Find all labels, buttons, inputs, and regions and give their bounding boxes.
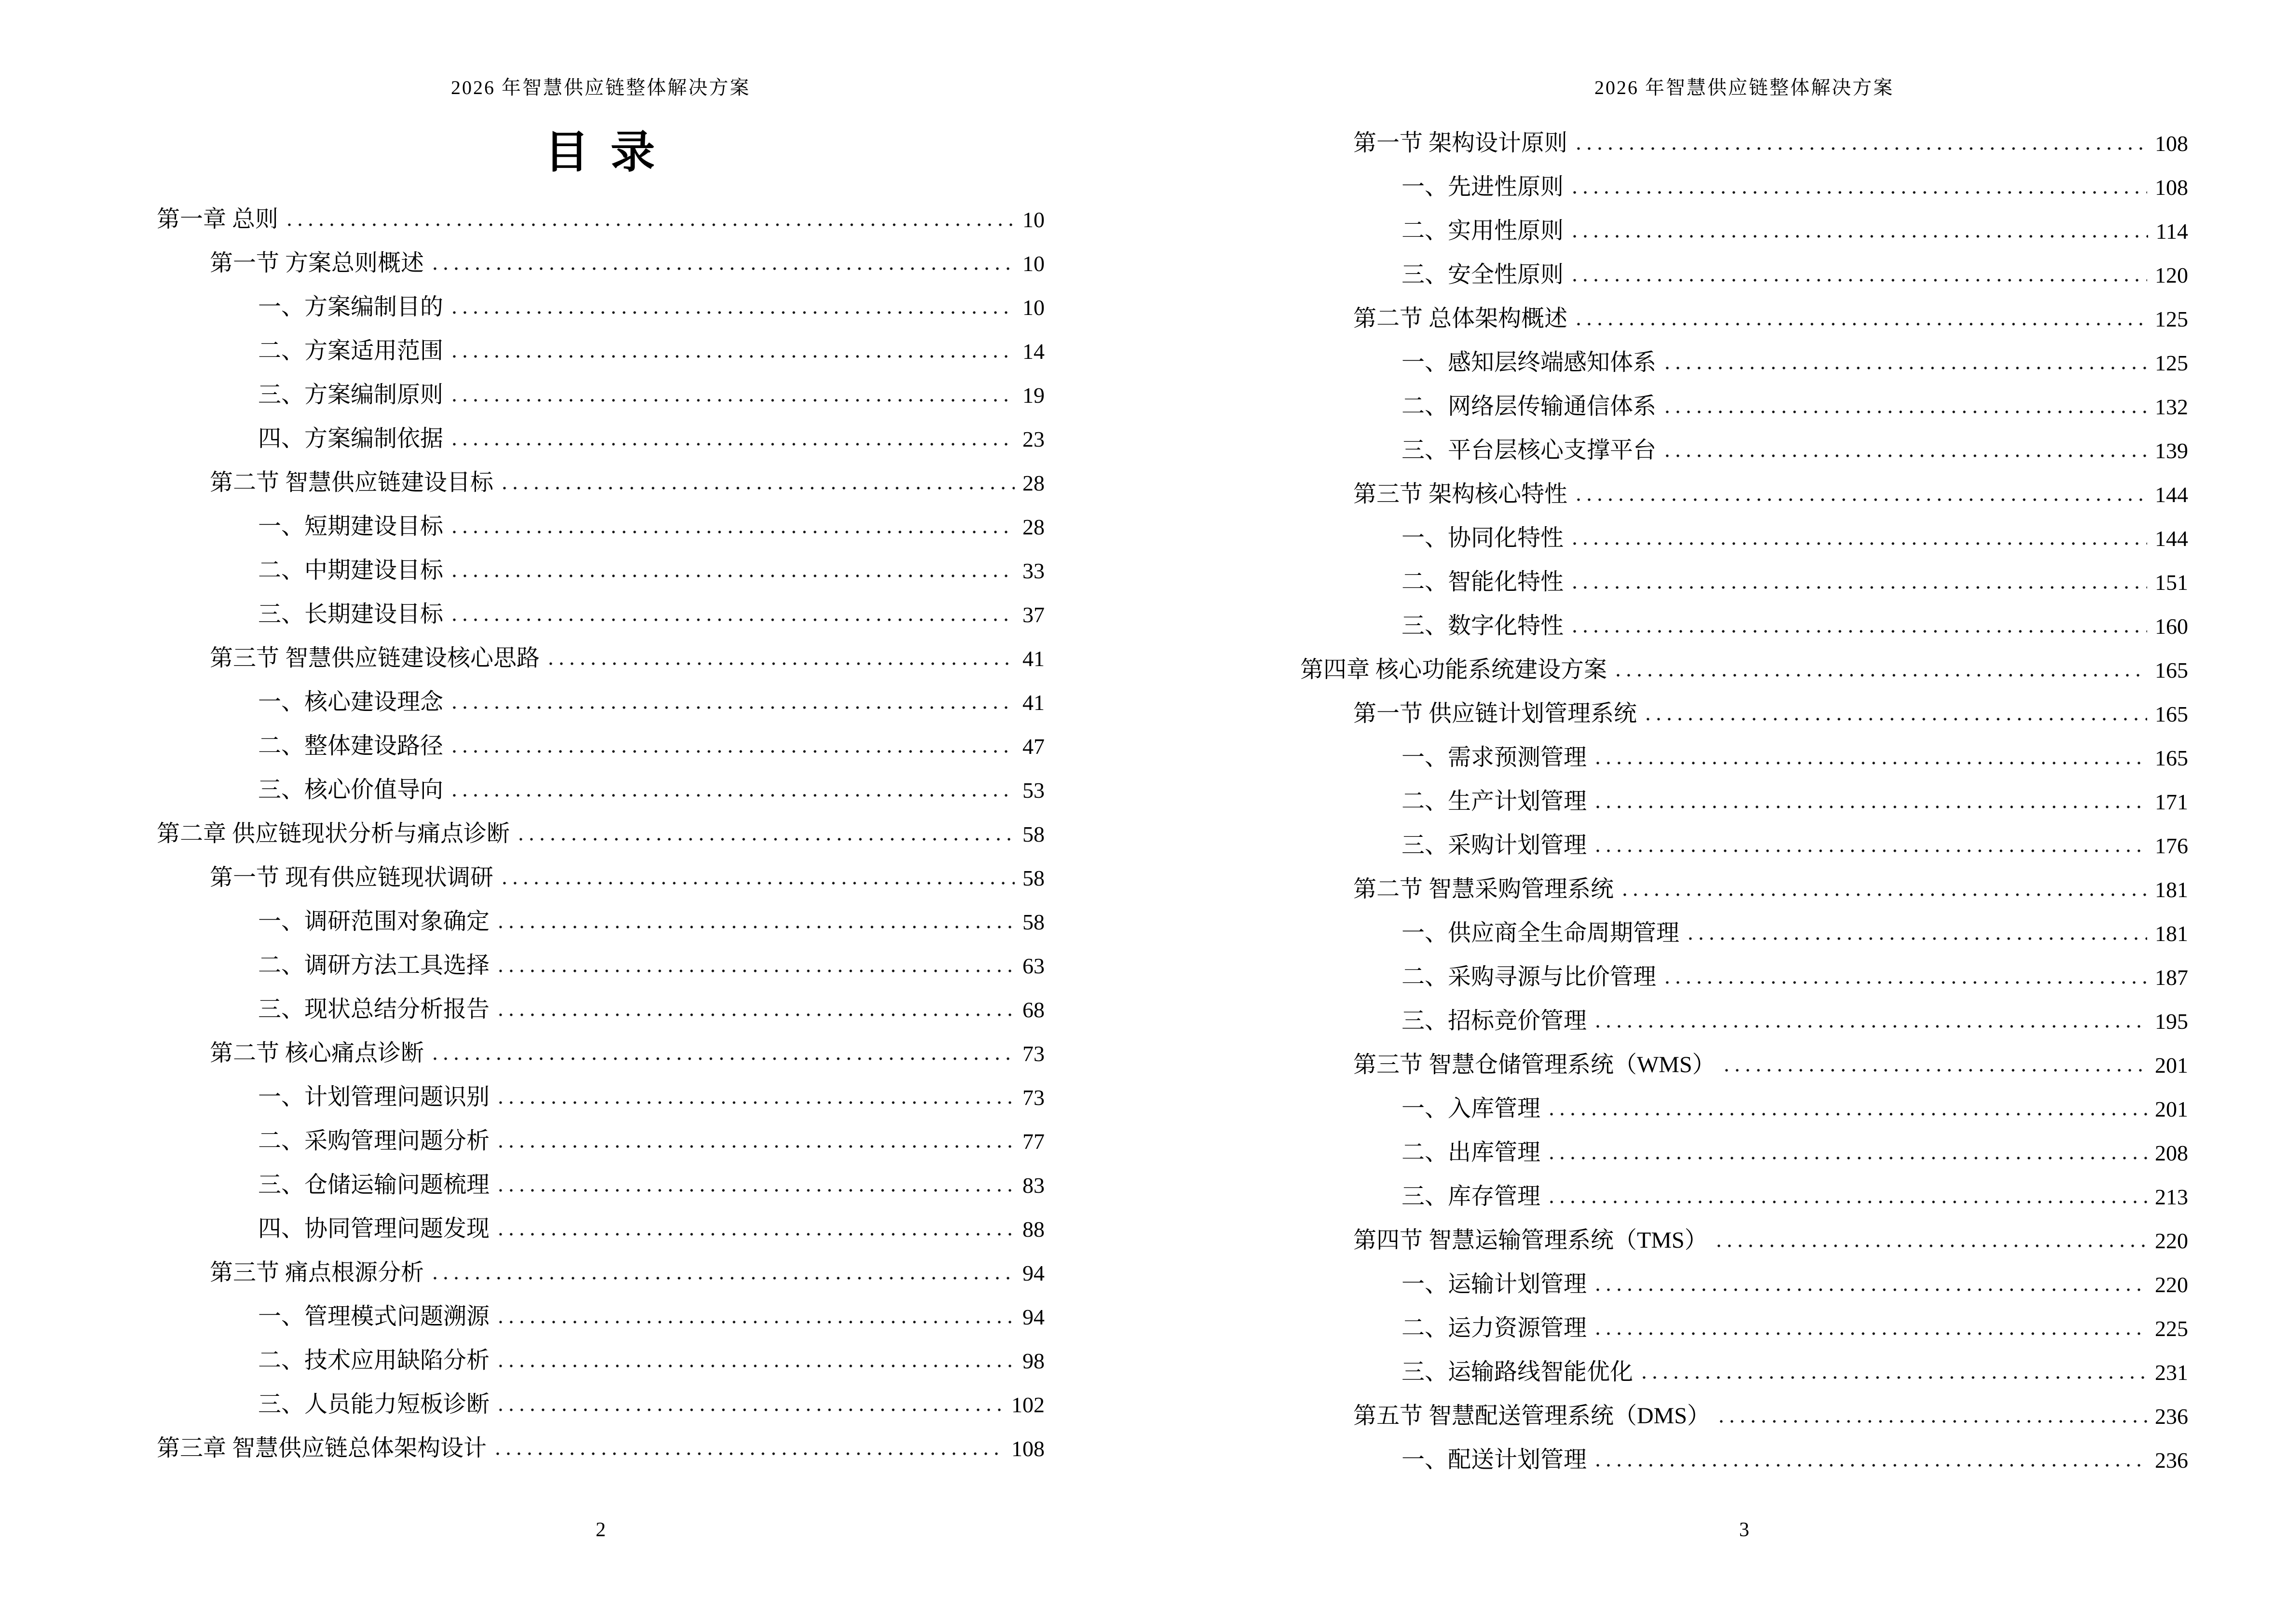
toc-entry[interactable]: [157, 1417, 1045, 1461]
toc-entry-pagenum: 181: [2155, 877, 2188, 902]
toc-entry[interactable]: [157, 276, 1045, 320]
toc-entry[interactable]: [157, 1373, 1045, 1417]
dot-leader: [430, 1275, 1015, 1281]
dot-leader: [1546, 1111, 2147, 1117]
dot-leader: [1685, 936, 2147, 942]
toc-entry-label: 第三节 架构核心特性: [1353, 481, 1568, 507]
toc-entry[interactable]: [157, 846, 1045, 890]
toc-entry-label: 一、入库管理: [1402, 1096, 1541, 1122]
toc-entry[interactable]: [1300, 287, 2188, 331]
dot-leader: [449, 397, 1015, 403]
toc-entry[interactable]: [1300, 946, 2188, 990]
toc-entry-pagenum: 236: [2155, 1448, 2188, 1473]
toc-entry-pagenum: 37: [1022, 602, 1045, 628]
dot-leader: [430, 266, 1015, 272]
toc-entry[interactable]: [157, 715, 1045, 759]
toc-entry-label: 第四章 核心功能系统建设方案: [1300, 657, 1607, 683]
toc-entry[interactable]: [1300, 639, 2188, 682]
dot-leader: [1721, 1067, 2147, 1073]
toc-entry-label: 二、技术应用缺陷分析: [258, 1348, 490, 1374]
toc-entry[interactable]: [157, 671, 1045, 715]
toc-entry[interactable]: [1300, 463, 2188, 507]
toc-entry[interactable]: [1300, 1209, 2188, 1253]
toc-entry-pagenum: 63: [1022, 954, 1045, 979]
toc-entry-label: 二、方案适用范围: [258, 338, 444, 364]
toc-entry-label: 第二节 核心痛点诊断: [210, 1040, 424, 1066]
toc-entry[interactable]: [1300, 770, 2188, 814]
toc-entry-pagenum: 58: [1022, 866, 1045, 891]
toc-entry-pagenum: 236: [2155, 1404, 2188, 1429]
toc-entry-label: 一、感知层终端感知体系: [1402, 350, 1657, 376]
toc-entry[interactable]: [157, 1066, 1045, 1110]
toc-entry[interactable]: [1300, 156, 2188, 200]
dot-leader: [1573, 321, 2147, 327]
toc-entry[interactable]: [157, 451, 1045, 495]
toc-entry[interactable]: [1300, 507, 2188, 551]
dot-leader: [1546, 1155, 2147, 1161]
toc-entry-label: 第二章 供应链现状分析与痛点诊断: [157, 821, 510, 847]
toc-entry-pagenum: 94: [1022, 1305, 1045, 1330]
dot-leader: [492, 1451, 1004, 1457]
dot-leader: [495, 1100, 1015, 1105]
toc-entry[interactable]: [1300, 1429, 2188, 1473]
toc-entry[interactable]: [157, 978, 1045, 1022]
toc-entry-label: 三、长期建设目标: [258, 601, 444, 628]
toc-entry-pagenum: 181: [2155, 921, 2188, 946]
dot-leader: [1569, 585, 2147, 590]
toc-entry-pagenum: 171: [2155, 790, 2188, 815]
toc-entry-label: 第三节 智慧供应链建设核心思路: [210, 645, 540, 671]
dot-leader: [495, 1144, 1015, 1149]
toc-entry-label: 三、安全性原则: [1402, 262, 1564, 288]
dot-leader: [499, 485, 1015, 491]
toc-entry-pagenum: 10: [1022, 207, 1045, 232]
toc-entry[interactable]: [1300, 1165, 2188, 1209]
toc-entry-pagenum: 53: [1022, 778, 1045, 803]
toc-entry-pagenum: 144: [2155, 526, 2188, 551]
toc-entry-pagenum: 125: [2155, 307, 2188, 332]
toc-entry-label: 四、方案编制依据: [258, 426, 444, 452]
dot-leader: [1569, 233, 2148, 239]
toc-entry-pagenum: 151: [2155, 570, 2188, 595]
dot-leader: [1569, 277, 2147, 283]
dot-leader: [1569, 190, 2147, 195]
toc-entry-pagenum: 125: [2155, 351, 2188, 376]
toc-entry[interactable]: [157, 188, 1045, 232]
toc-entry[interactable]: [1300, 551, 2188, 595]
toc-entry-pagenum: 73: [1022, 1041, 1045, 1066]
toc-entry-label: 二、网络层传输通信体系: [1402, 394, 1657, 420]
page-number-footer: 3: [1739, 1519, 1749, 1541]
toc-entry[interactable]: [1300, 112, 2188, 156]
toc-entry[interactable]: [157, 1198, 1045, 1242]
toc-entry[interactable]: [1300, 419, 2188, 463]
toc-entry-label: 三、平台层核心支撑平台: [1402, 437, 1657, 464]
toc-entry-label: 三、数字化特性: [1402, 613, 1564, 639]
toc-entry-pagenum: 28: [1022, 471, 1045, 496]
toc-entry-label: 二、采购寻源与比价管理: [1402, 964, 1657, 990]
toc-entry-label: 三、招标竞价管理: [1402, 1008, 1587, 1034]
dot-leader: [1593, 804, 2147, 810]
toc-entry-label: 二、调研方法工具选择: [258, 953, 490, 979]
toc-entry-label: 一、先进性原则: [1402, 174, 1564, 200]
toc-entry-label: 一、协同化特性: [1402, 525, 1564, 551]
toc-entry-pagenum: 14: [1022, 339, 1045, 364]
toc-entry-pagenum: 10: [1022, 295, 1045, 320]
toc-entry-label: 一、管理模式问题溯源: [258, 1304, 490, 1330]
toc-entry-pagenum: 47: [1022, 734, 1045, 759]
toc-entry[interactable]: [1300, 244, 2188, 287]
dot-leader: [1593, 1331, 2147, 1337]
toc-entry-pagenum: 139: [2155, 438, 2188, 464]
toc-entry-label: 二、生产计划管理: [1402, 789, 1587, 815]
toc-entry[interactable]: [1300, 814, 2188, 858]
dot-leader: [495, 1407, 1004, 1413]
dot-leader: [1573, 146, 2147, 151]
dot-leader: [449, 749, 1015, 754]
toc-entry-pagenum: 165: [2155, 658, 2188, 683]
toc-entry[interactable]: [157, 627, 1045, 671]
toc-entry-pagenum: 213: [2155, 1185, 2188, 1210]
toc-entry-label: 二、中期建设目标: [258, 558, 444, 584]
page-header: 2026 年智慧供应链整体解决方案: [1594, 77, 1894, 98]
toc-entry-pagenum: 176: [2155, 833, 2188, 859]
toc-entry-label: 三、采购计划管理: [1402, 832, 1587, 859]
toc-entry-pagenum: 19: [1022, 383, 1045, 408]
toc-entry-label: 二、整体建设路径: [258, 733, 444, 759]
toc-entry-pagenum: 108: [2155, 175, 2188, 200]
toc-entry[interactable]: [1300, 200, 2188, 244]
toc-entry-pagenum: 58: [1022, 910, 1045, 935]
toc-entry[interactable]: [157, 408, 1045, 451]
toc-entry-pagenum: 102: [1011, 1392, 1045, 1418]
toc-entry-pagenum: 165: [2155, 702, 2188, 727]
toc-entry-label: 一、供应商全生命周期管理: [1402, 920, 1680, 946]
toc-entry-label: 第一章 总则: [157, 206, 279, 232]
dot-leader: [1546, 1199, 2147, 1205]
toc-entry[interactable]: [157, 934, 1045, 978]
toc-entry-label: 第四节 智慧运输管理系统（TMS）: [1353, 1228, 1708, 1254]
dot-leader: [449, 573, 1015, 579]
toc-entry-label: 第一节 架构设计原则: [1353, 130, 1568, 156]
dot-leader: [1593, 1024, 2147, 1029]
toc-entry[interactable]: [1300, 858, 2188, 902]
dot-leader: [449, 310, 1015, 315]
dot-leader: [1662, 365, 2147, 371]
toc-entry-label: 一、配送计划管理: [1402, 1447, 1587, 1473]
toc-entry-label: 二、采购管理问题分析: [258, 1128, 490, 1154]
toc-entry-label: 三、核心价值导向: [258, 777, 444, 803]
toc-entry-label: 一、计划管理问题识别: [258, 1084, 490, 1110]
toc-entry-pagenum: 28: [1022, 515, 1045, 540]
toc-entry[interactable]: [157, 495, 1045, 539]
toc-entry[interactable]: [157, 1285, 1045, 1329]
toc-entry[interactable]: [157, 759, 1045, 803]
toc-entry[interactable]: [157, 583, 1045, 627]
toc-entry-label: 二、出库管理: [1402, 1140, 1541, 1166]
toc-entry-pagenum: 108: [1011, 1436, 1045, 1461]
toc-entry-label: 三、运输路线智能优化: [1402, 1359, 1634, 1385]
dot-leader: [495, 1363, 1015, 1369]
toc-entry-label: 三、库存管理: [1402, 1184, 1541, 1210]
toc-entry-label: 第三章 智慧供应链总体架构设计: [157, 1435, 487, 1461]
toc-entry-label: 一、短期建设目标: [258, 514, 444, 540]
toc-entry-pagenum: 77: [1022, 1129, 1045, 1154]
toc-entry[interactable]: [1300, 1034, 2188, 1078]
dot-leader: [449, 441, 1015, 447]
toc-entry-label: 三、人员能力短板诊断: [258, 1392, 490, 1418]
toc-entry[interactable]: [157, 364, 1045, 408]
toc-entry[interactable]: [157, 320, 1045, 364]
dot-leader: [499, 880, 1015, 886]
toc-entry-pagenum: 201: [2155, 1053, 2188, 1078]
toc-entry[interactable]: [1300, 1385, 2188, 1429]
toc-entry-pagenum: 231: [2155, 1360, 2188, 1385]
toc-entry-label: 第二节 智慧采购管理系统: [1353, 876, 1614, 902]
dot-leader: [284, 222, 1015, 228]
toc-entry-pagenum: 98: [1022, 1349, 1045, 1374]
toc-entry-label: 二、智能化特性: [1402, 569, 1564, 595]
toc-entry[interactable]: [157, 232, 1045, 276]
page-header: 2026 年智慧供应链整体解决方案: [451, 77, 750, 98]
toc-entry-label: 第一节 方案总则概述: [210, 250, 424, 276]
dot-leader: [1593, 848, 2147, 854]
dot-leader: [449, 617, 1015, 623]
toc-entry[interactable]: [1300, 902, 2188, 946]
dot-leader: [1639, 1375, 2147, 1380]
dot-leader: [495, 1319, 1015, 1325]
toc-list-right: [1300, 112, 2188, 1473]
toc-entry-pagenum: 10: [1022, 251, 1045, 276]
toc-entry-pagenum: 225: [2155, 1316, 2188, 1341]
toc-entry-pagenum: 160: [2155, 614, 2188, 639]
toc-entry-label: 一、核心建设理念: [258, 689, 444, 715]
toc-entry-label: 一、方案编制目的: [258, 294, 444, 320]
toc-entry[interactable]: [157, 1022, 1045, 1066]
toc-entry-label: 第二节 总体架构概述: [1353, 306, 1568, 332]
dot-leader: [1662, 980, 2147, 985]
toc-entry[interactable]: [157, 803, 1045, 846]
toc-entry-pagenum: 114: [2155, 219, 2188, 244]
toc-entry[interactable]: [157, 539, 1045, 583]
toc-entry-pagenum: 165: [2155, 746, 2188, 771]
toc-entry-label: 第二节 智慧供应链建设目标: [210, 470, 494, 496]
toc-entry-pagenum: 41: [1022, 646, 1045, 671]
toc-entry-pagenum: 23: [1022, 427, 1045, 452]
toc-entry-label: 三、仓储运输问题梳理: [258, 1172, 490, 1198]
dot-leader: [495, 1012, 1015, 1018]
toc-entry-pagenum: 108: [2155, 131, 2188, 156]
dot-leader: [495, 968, 1015, 974]
toc-entry-pagenum: 220: [2155, 1228, 2188, 1254]
toc-entry-pagenum: 94: [1022, 1261, 1045, 1286]
toc-entry-pagenum: 132: [2155, 395, 2188, 420]
toc-entry-label: 一、需求预测管理: [1402, 745, 1587, 771]
toc-entry-label: 四、协同管理问题发现: [258, 1216, 490, 1242]
toc-entry[interactable]: [157, 1154, 1045, 1198]
toc-entry-pagenum: 88: [1022, 1217, 1045, 1242]
dot-leader: [516, 836, 1015, 842]
toc-entry-pagenum: 144: [2155, 482, 2188, 507]
toc-entry-pagenum: 73: [1022, 1085, 1045, 1110]
dot-leader: [449, 792, 1015, 798]
toc-entry[interactable]: [157, 1329, 1045, 1373]
dot-leader: [1569, 628, 2147, 634]
dot-leader: [1593, 760, 2147, 766]
toc-entry-pagenum: 41: [1022, 690, 1045, 715]
dot-leader: [1593, 1287, 2147, 1293]
toc-entry-label: 第一节 供应链计划管理系统: [1353, 701, 1637, 727]
dot-leader: [1643, 716, 2147, 722]
dot-leader: [495, 1231, 1015, 1237]
toc-entry-pagenum: 187: [2155, 965, 2188, 990]
toc-entry-label: 第一节 现有供应链现状调研: [210, 865, 494, 891]
dot-leader: [1573, 497, 2147, 503]
toc-entry-label: 第三节 痛点根源分析: [210, 1260, 424, 1286]
toc-entry-label: 一、运输计划管理: [1402, 1271, 1587, 1297]
toc-entry-pagenum: 33: [1022, 559, 1045, 584]
toc-title: 目 录: [544, 128, 657, 177]
toc-entry[interactable]: [1300, 990, 2188, 1034]
toc-entry-label: 三、方案编制原则: [258, 382, 444, 408]
toc-entry-label: 第三节 智慧仓储管理系统（WMS）: [1353, 1052, 1715, 1078]
toc-entry[interactable]: [157, 1242, 1045, 1285]
dot-leader: [449, 705, 1015, 710]
page-number-footer: 2: [596, 1519, 606, 1541]
dot-leader: [1613, 672, 2147, 678]
toc-entry-label: 一、调研范围对象确定: [258, 909, 490, 935]
toc-entry-pagenum: 208: [2155, 1141, 2188, 1166]
toc-entry[interactable]: [1300, 331, 2188, 375]
toc-entry[interactable]: [1300, 1121, 2188, 1165]
toc-entry-pagenum: 201: [2155, 1097, 2188, 1122]
dot-leader: [1662, 409, 2147, 415]
dot-leader: [1714, 1243, 2147, 1249]
dot-leader: [1620, 892, 2147, 898]
toc-entry-pagenum: 83: [1022, 1173, 1045, 1198]
toc-entry[interactable]: [1300, 682, 2188, 726]
dot-leader: [1662, 453, 2147, 459]
toc-entry[interactable]: [1300, 1078, 2188, 1121]
dot-leader: [545, 661, 1015, 667]
dot-leader: [449, 354, 1015, 359]
toc-entry-pagenum: 195: [2155, 1009, 2188, 1034]
toc-entry[interactable]: [1300, 595, 2188, 639]
toc-entry-label: 三、现状总结分析报告: [258, 996, 490, 1023]
toc-list-left: [157, 188, 1045, 1461]
dot-leader: [430, 1056, 1015, 1062]
toc-page-right: [1144, 0, 2287, 1624]
toc-entry-label: 第五节 智慧配送管理系统（DMS）: [1353, 1403, 1711, 1429]
toc-entry[interactable]: [1300, 375, 2188, 419]
toc-entry-label: 二、运力资源管理: [1402, 1315, 1587, 1341]
toc-entry[interactable]: [1300, 1297, 2188, 1341]
toc-entry-label: 二、实用性原则: [1402, 218, 1564, 244]
toc-entry-pagenum: 120: [2155, 263, 2188, 288]
dot-leader: [449, 529, 1015, 535]
dot-leader: [495, 1187, 1015, 1193]
toc-entry[interactable]: [157, 1110, 1045, 1154]
toc-entry-pagenum: 68: [1022, 997, 1045, 1023]
dot-leader: [1593, 1462, 2147, 1468]
dot-leader: [1569, 541, 2147, 546]
dot-leader: [495, 924, 1015, 930]
toc-entry-pagenum: 220: [2155, 1272, 2188, 1297]
toc-entry-pagenum: 58: [1022, 822, 1045, 847]
dot-leader: [1716, 1419, 2147, 1424]
toc-entry[interactable]: [1300, 1253, 2188, 1297]
toc-entry[interactable]: [1300, 1341, 2188, 1385]
toc-entry[interactable]: [157, 890, 1045, 934]
toc-entry[interactable]: [1300, 726, 2188, 770]
